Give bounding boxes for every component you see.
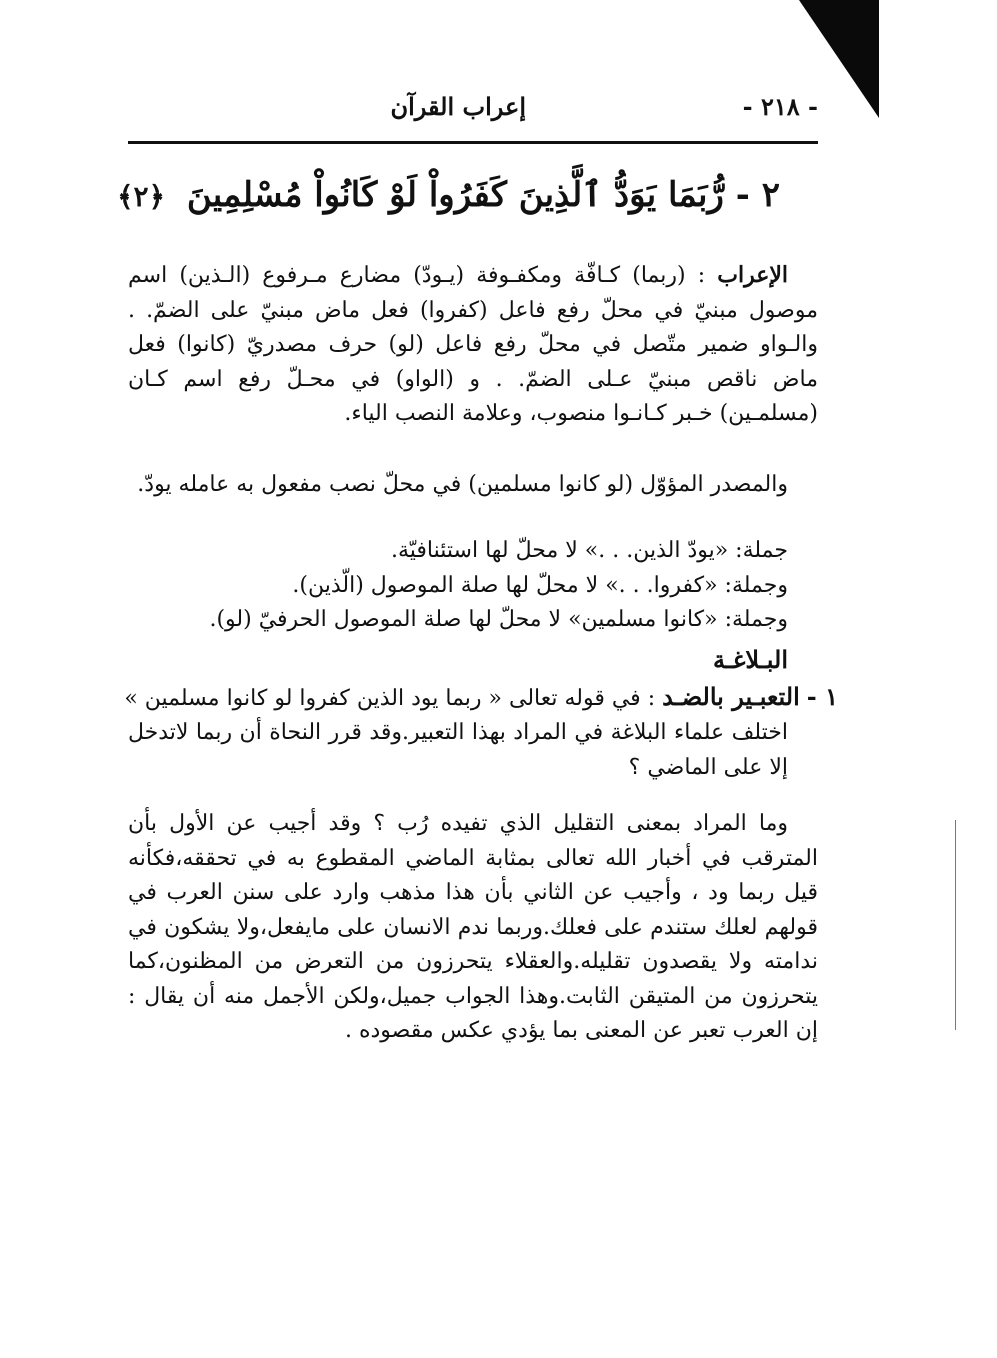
sentence-item: وجملة: «كفروا. . .» لا محلّ لها صلة الموصول (الّذين). — [292, 572, 788, 598]
irab-label: الإعراب — [717, 262, 789, 288]
irab-text: : (ربما) كـافّة ومكفـوفة (يـودّ) مضارع مـرفوع (الـذين) اسم موصول مبنيّ في محلّ رفع فاعل (كفروا) فعل ماض مبنيّ على الضمّ. . والـواو ضمير متّصل في محلّ رفع فاعل (لو) حرف مصدريّ (كانوا) فعل ماض ناقص مبنيّ عـلى الضمّ. . و (الواو) في محـلّ رفع اسم كـان (مسلمـين) خـبر كـانـوا منصوب، وعلامة النصب الياء. — [128, 263, 818, 426]
sentence-item: وجملة: «كانوا مسلمين» لا محلّ لها صلة الموصول الحرفيّ (لو). — [209, 607, 788, 632]
balagha-heading: البـلاغـة — [712, 644, 788, 674]
header-divider — [128, 141, 818, 144]
page-body — [124, 258, 838, 1049]
balagha-item — [124, 680, 838, 717]
balagha-item-number: ١ - — [806, 681, 838, 711]
verse-number: ٢ - — [735, 175, 780, 215]
sentence-list — [128, 534, 818, 638]
verse-end-mark: ﴿٢﴾ — [117, 180, 165, 213]
balagha-item-intro: : في قوله تعالى « ربما يود الذين كفروا لو كانوا مسلمين » — [124, 685, 656, 711]
page-number: - ٢١٨ - — [742, 92, 818, 121]
masdar-paragraph: والمصدر المؤوّل (لو كانوا مسلمين) في محلّ نصب مفعول به عامله يودّ. — [137, 471, 788, 497]
verse-text: رُّبَمَا يَوَدُّ ٱلَّذِينَ كَفَرُواْ لَوْ كَانُواْ مُسْلِمِينَ — [186, 175, 724, 215]
balagha-paragraph: وما المراد بمعنى التقليل الذي تفيده رُب ؟ وقد أجيب عن الأول بأن المترقب في أخبار الله تعالى بمثابة الماضي المقطوع به في تحققه،فكأنه قيل ربما ود ، وأجيب عن الثاني بأن هذا مذهب وارد على سنن العرب في قولهم لعلك ستندم على فعلك.وربما ندم الانسان على مايفعل،ولا يشكون في ندامته ولا يقصدون تقليله.والعقلاء يتحرزون من التعرض من المظنون،كما يتحرزون من المتيقن الثابت.وهذا الجواب جميل،ولكن الأجمل منه أن يقال : إن العرب تعبر عن المعنى بما يؤدي عكس مقصوده . — [128, 811, 818, 1043]
running-header — [128, 88, 818, 128]
scan-margin-line — [955, 820, 956, 1030]
book-title: إعراب القرآن — [390, 92, 526, 121]
balagha-item-title: التعبـير بالضـد — [662, 681, 800, 711]
verse-heading — [117, 165, 780, 227]
sentence-item: جملة: «يودّ الذين. . .» لا محلّ لها استئنافيّة. — [390, 538, 788, 563]
balagha-item-text: اختلف علماء البلاغة في المراد بهذا التعبير.وقد قرر النحاة أن ربما لاتدخل إلا على الماضي ؟ — [128, 720, 788, 780]
irab-paragraph — [128, 258, 818, 432]
